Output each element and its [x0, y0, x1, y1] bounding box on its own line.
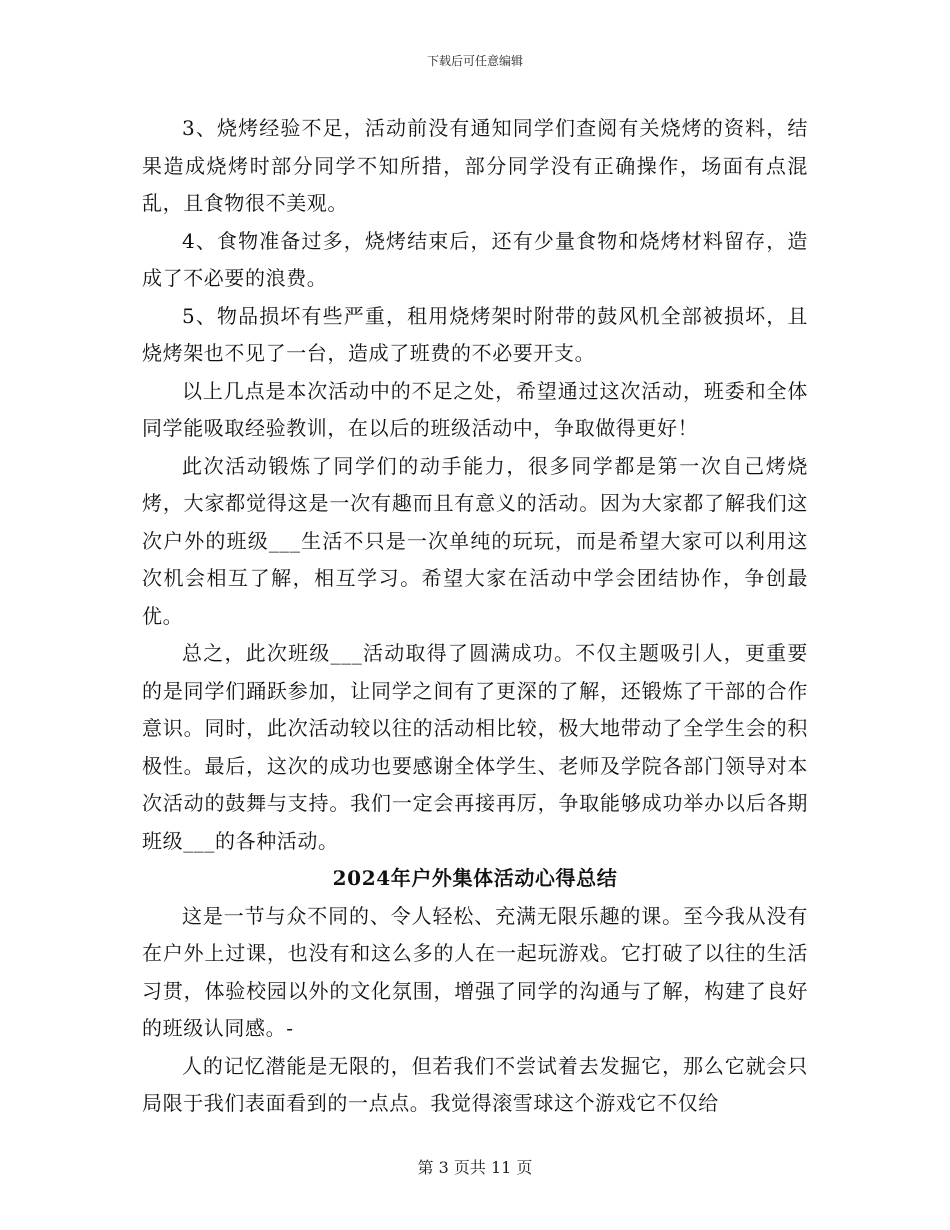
- paragraph-5: 此次活动锻炼了同学们的动手能力，很多同学都是第一次自己烤烧烤，大家都觉得这是一次有趣而且有意义的活动。因为大家都了解我们这次户外的班级___生活不只是一次单纯的玩玩，而是希望大家可以利用这次机会相互了解，相互学习。希望大家在活动中学会团结协作，争创最优。: [142, 453, 808, 628]
- section-paragraph-2: 人的记忆潜能是无限的，但若我们不尝试着去发掘它，那么它就会只局限于我们表面看到的一点点。我觉得滚雪球这个游戏它不仅给: [142, 1053, 808, 1115]
- paragraph-1: 3、烧烤经验不足，活动前没有通知同学们查阅有关烧烤的资料，结果造成烧烤时部分同学不知所措，部分同学没有正确操作，场面有点混乱，且食物很不美观。: [142, 116, 808, 215]
- paragraph-4: 以上几点是本次活动中的不足之处，希望通过这次活动，班委和全体同学能吸取经验教训，在以后的班级活动中，争取做得更好！: [142, 378, 808, 440]
- paragraph-2: 4、食物准备过多，烧烤结束后，还有少量食物和烧烤材料留存，造成了不必要的浪费。: [142, 228, 808, 290]
- paragraph-6: 总之，此次班级___活动取得了圆满成功。不仅主题吸引人，更重要的是同学们踊跃参加，让同学之间有了更深的了解，还锻炼了干部的合作意识。同时，此次活动较以往的活动相比较，极大地带动了全学生会的积极性。最后，这次的成功也要感谢全体学生、老师及学院各部门领导对本次活动的鼓舞与支持。我们一定会再接再厉，争取能够成功举办以后各期班级___的各种活动。: [142, 641, 808, 853]
- section-title: 2024年户外集体活动心得总结: [332, 866, 618, 890]
- page-footer: 第 3 页共 11 页: [417, 1158, 533, 1177]
- section-paragraph-1: 这是一节与众不同的、令人轻松、充满无限乐趣的课。至今我从没有在户外上过课，也没有和这么多的人在一起玩游戏。它打破了以往的生活习贯，体验校园以外的文化氛围，增强了同学的沟通与了解，构建了良好的班级认同感。-: [142, 903, 808, 1040]
- paragraph-3: 5、物品损坏有些严重，租用烧烤架时附带的鼓风机全部被损坏，且烧烤架也不见了一台，造成了班费的不必要开支。: [142, 303, 808, 365]
- document-body: [142, 110, 808, 1123]
- page-header: 下载后可任意编辑: [426, 54, 523, 68]
